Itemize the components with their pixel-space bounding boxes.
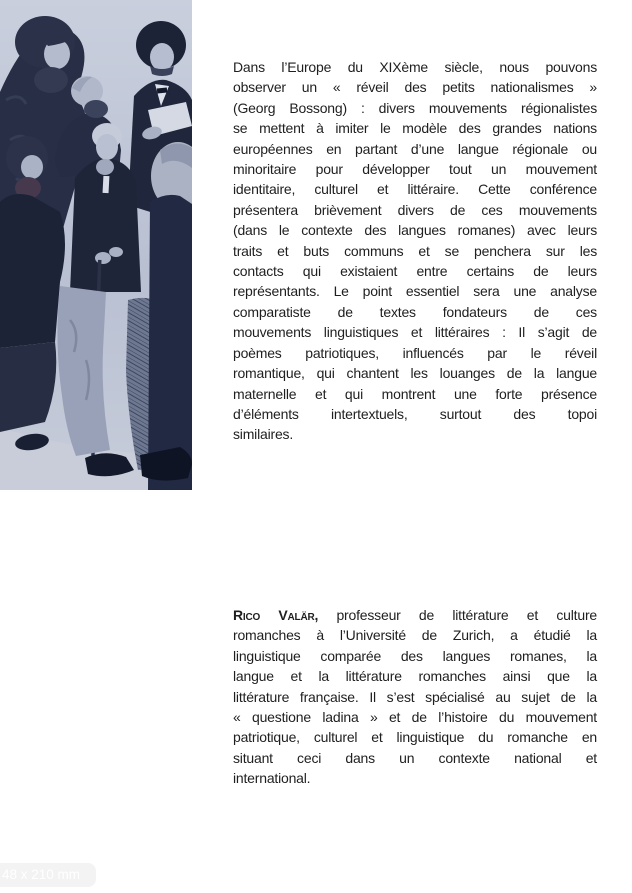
text-line: se mettent à imiter le modèle des grandes nations bbox=[233, 120, 597, 137]
bio-remaining-lines bbox=[233, 625, 597, 788]
text-line: présentera brièvement divers de ces mouvements bbox=[233, 201, 597, 218]
group-portrait-illustration bbox=[0, 0, 192, 490]
text-line: (dans le contexte des langues romanes) avec leurs bbox=[233, 222, 597, 239]
text-line: comparatiste de textes fondateurs de ces bbox=[233, 303, 597, 320]
text-line: maternelle et qui montrent une forte présence bbox=[233, 385, 597, 402]
speaker-name: Rico Valär, bbox=[233, 607, 319, 623]
text-line: poèmes patriotiques, influencés par le réveil bbox=[233, 344, 597, 361]
text-line: linguistique comparée des langues romanes, la bbox=[233, 647, 597, 664]
text-line: observer un « réveil des petits nationalismes » bbox=[233, 79, 597, 96]
text-line: situant ceci dans un contexte national et bbox=[233, 749, 597, 766]
bio-first-line bbox=[233, 605, 597, 625]
text-line: mouvements linguistiques et littéraires : Il s’agit de bbox=[233, 324, 597, 341]
text-line: romantique, qui chantent les louanges de la langue bbox=[233, 365, 597, 382]
text-line: langue et la littérature romanches ainsi que la bbox=[233, 668, 597, 685]
text-line: minoritaire pour développer tout un mouvement bbox=[233, 161, 597, 178]
page-size-tooltip: 48 x 210 mm bbox=[0, 863, 96, 887]
text-line: patriotique, culturel et linguistique du romanche en bbox=[233, 729, 597, 746]
bio-first-line-rest: professeur de littérature et culture bbox=[318, 607, 597, 623]
group-portrait-photo bbox=[0, 0, 192, 490]
text-line: international. bbox=[233, 770, 311, 787]
abstract-paragraph bbox=[233, 57, 597, 445]
text-line: « questione ladina » et de l’histoire du mouvement bbox=[233, 709, 597, 726]
text-line: romanches à l’Université de Zurich, a étudié la bbox=[233, 627, 597, 644]
text-line: littérature française. Il s’est spécialisé au sujet de la bbox=[233, 688, 597, 705]
text-line: traits et buts communs et se penchera sur les bbox=[233, 242, 597, 259]
text-line: européennes en partant d’une langue régionale ou bbox=[233, 140, 597, 157]
bio-paragraph bbox=[233, 605, 597, 789]
text-line: représentants. Le point essentiel sera une analyse bbox=[233, 283, 597, 300]
text-line: d’éléments intertextuels, surtout des topoi bbox=[233, 405, 597, 422]
text-line: identitaire, culturel et littéraire. Cette conférence bbox=[233, 181, 597, 198]
text-line: (Georg Bossong) : divers mouvements régionalistes bbox=[233, 99, 597, 116]
text-line: contacts qui existaient entre certains de leurs bbox=[233, 263, 597, 280]
text-line: Dans l’Europe du XIXème siècle, nous pouvons bbox=[233, 59, 597, 75]
text-line: similaires. bbox=[233, 426, 294, 443]
